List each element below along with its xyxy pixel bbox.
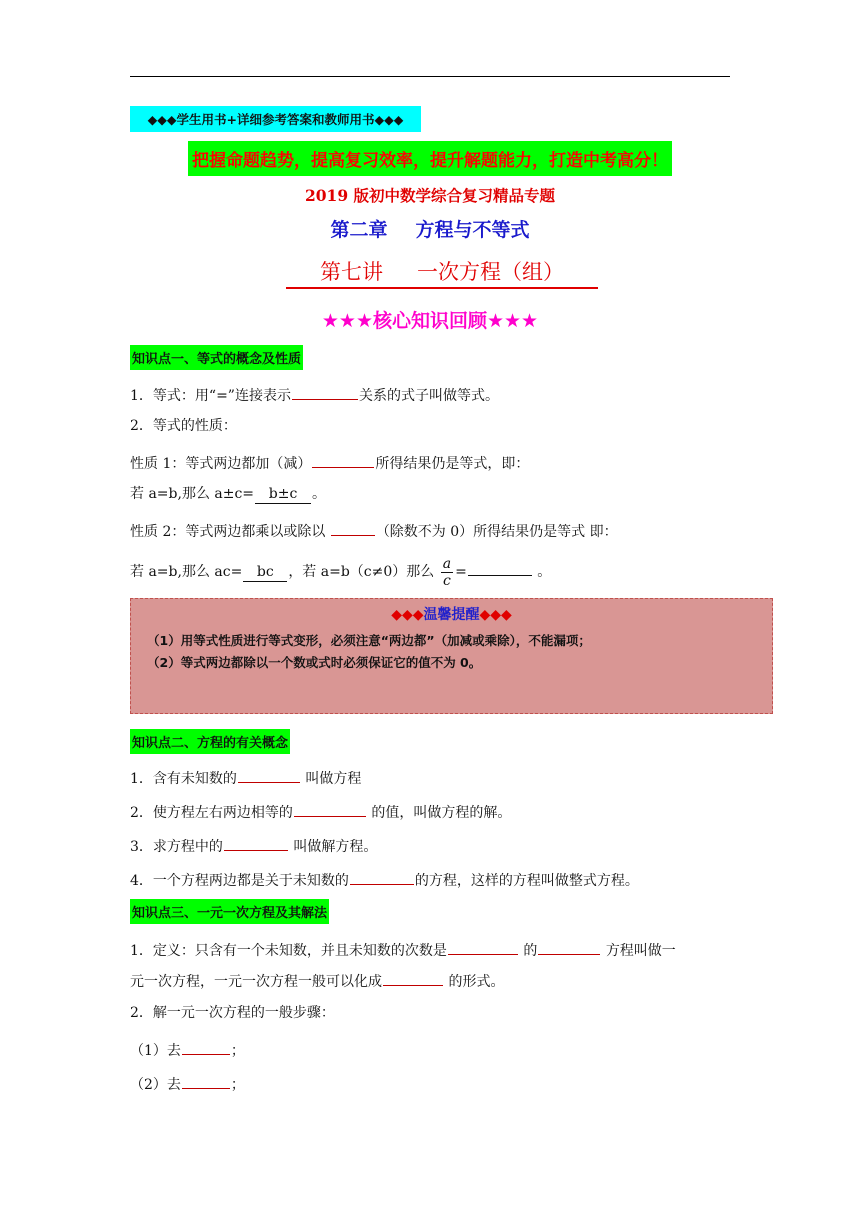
- slogan-banner: 把握命题趋势，提高复习效率，提升解题能力，打造中考高分！: [188, 141, 672, 176]
- s3-step1-text-end: ；: [230, 1043, 245, 1059]
- tip-line-1: （1）用等式性质进行等式变形，必须注意“两边都”（加减或乘除），不能漏项；: [147, 633, 591, 648]
- s3-l1-text: 1．定义：只含有一个未知数，并且未知数的次数是: [130, 943, 447, 959]
- s3-step-1: [130, 1037, 245, 1061]
- s3-step2-text: （2）去: [130, 1077, 181, 1093]
- s3-line-3: 2．解一元一次方程的一般步骤：: [130, 1005, 335, 1021]
- section1-heading: 知识点一、等式的概念及性质: [130, 345, 303, 370]
- header-rule: [130, 76, 730, 77]
- s2-l4-text: 4．一个方程两边都是关于未知数的: [130, 873, 349, 889]
- equals-sign: =: [455, 564, 467, 580]
- s3-step-2: [130, 1071, 245, 1095]
- s1-l5-text-end: （除数不为 0）所得结果仍是等式 即：: [375, 524, 618, 540]
- answer-blank[interactable]: [182, 1037, 230, 1055]
- s1-l3-text-end: 所得结果仍是等式，即：: [375, 456, 530, 472]
- s1-line-5: [130, 518, 618, 542]
- fraction-denominator: c: [442, 572, 451, 589]
- answer-blank[interactable]: [331, 518, 375, 536]
- answer-blank[interactable]: [350, 867, 414, 885]
- tip-box: [130, 598, 773, 714]
- answer-blank[interactable]: [292, 382, 358, 400]
- tip-title-text: 温馨提醒: [423, 607, 480, 623]
- s1-l1-text: 1．等式：用“=”连接表示: [130, 388, 291, 404]
- fraction-a-over-c: [441, 556, 453, 589]
- s2-l1-text-end: 叫做方程: [305, 771, 362, 787]
- review-title: ★★★核心知识回顾★★★: [321, 310, 539, 332]
- s2-line-4: [130, 867, 639, 891]
- s1-l1-text-end: 关系的式子叫做等式。: [358, 388, 499, 404]
- s3-l1-text-mid: 的: [523, 943, 538, 959]
- answer-blank-filled[interactable]: bc: [243, 564, 287, 582]
- lecture-number: 第七讲: [320, 260, 383, 284]
- document-subtitle: 2019 版初中数学综合复习精品专题: [304, 186, 556, 205]
- student-book-banner: ◆◆◆学生用书+详细参考答案和教师用书◆◆◆: [130, 106, 421, 132]
- diamond-icon: ◆◆◆: [391, 607, 424, 623]
- diamond-icon: ◆◆◆: [479, 607, 512, 623]
- answer-blank[interactable]: [224, 833, 288, 851]
- section2-heading: 知识点二、方程的有关概念: [130, 729, 290, 754]
- s1-line-2: 2．等式的性质：: [130, 418, 237, 434]
- s3-line-1: [130, 937, 676, 961]
- s1-l6-text-mid: ，若 a=b（c≠0）那么: [288, 564, 435, 580]
- s1-l6-text: 若 a=b,那么 ac=: [130, 564, 243, 580]
- chapter-heading: [0, 215, 860, 242]
- tip-line-2: （2）等式两边都除以一个数或式时必须保证它的值不为 0。: [147, 655, 482, 670]
- s3-step1-text: （1）去: [130, 1043, 181, 1059]
- chapter-number: 第二章: [330, 219, 388, 241]
- tip-title: [131, 604, 772, 624]
- answer-blank[interactable]: [294, 799, 366, 817]
- s1-l4-text-end: 。: [312, 486, 327, 502]
- answer-blank[interactable]: [448, 937, 518, 955]
- s1-l6-text-end: 。: [537, 564, 552, 580]
- s2-line-2: [130, 799, 511, 823]
- s1-line-3: [130, 450, 529, 474]
- s2-l2-text-end: 的值，叫做方程的解。: [371, 805, 512, 821]
- section3-heading: 知识点三、一元一次方程及其解法: [130, 899, 329, 924]
- lecture-heading: [286, 256, 598, 289]
- s3-l2-text-end: 的形式。: [448, 974, 505, 990]
- s1-line-1: [130, 382, 499, 406]
- s2-l3-text: 3．求方程中的: [130, 839, 223, 855]
- answer-blank-filled[interactable]: b±c: [255, 486, 311, 504]
- s2-l4-text-end: 的方程，这样的方程叫做整式方程。: [414, 873, 639, 889]
- s1-l4-text: 若 a=b,那么 a±c=: [130, 486, 255, 502]
- answer-blank[interactable]: [312, 450, 374, 468]
- s2-line-3: [130, 833, 377, 857]
- answer-blank[interactable]: [468, 558, 532, 576]
- s1-line-4: [130, 484, 326, 504]
- s3-step2-text-end: ；: [230, 1077, 245, 1093]
- s3-l1-text-end: 方程叫做一: [605, 943, 676, 959]
- s1-line-6: [130, 554, 551, 590]
- s2-line-1: [130, 765, 361, 789]
- answer-blank[interactable]: [383, 968, 443, 986]
- answer-blank[interactable]: [538, 937, 600, 955]
- s3-l2-text: 元一次方程，一元一次方程一般可以化成: [130, 974, 382, 990]
- s2-l3-text-end: 叫做解方程。: [293, 839, 378, 855]
- fraction-numerator: a: [442, 555, 452, 572]
- s1-l3-text: 性质 1：等式两边都加（减）: [130, 456, 312, 472]
- answer-blank[interactable]: [238, 765, 300, 783]
- s1-l5-text: 性质 2：等式两边都乘以或除以: [130, 524, 326, 540]
- s3-line-2: [130, 968, 504, 992]
- answer-blank[interactable]: [182, 1071, 230, 1089]
- chapter-title: 方程与不等式: [415, 219, 530, 241]
- lecture-title: 一次方程（组）: [417, 260, 564, 284]
- s2-l2-text: 2．使方程左右两边相等的: [130, 805, 293, 821]
- s2-l1-text: 1．含有未知数的: [130, 771, 237, 787]
